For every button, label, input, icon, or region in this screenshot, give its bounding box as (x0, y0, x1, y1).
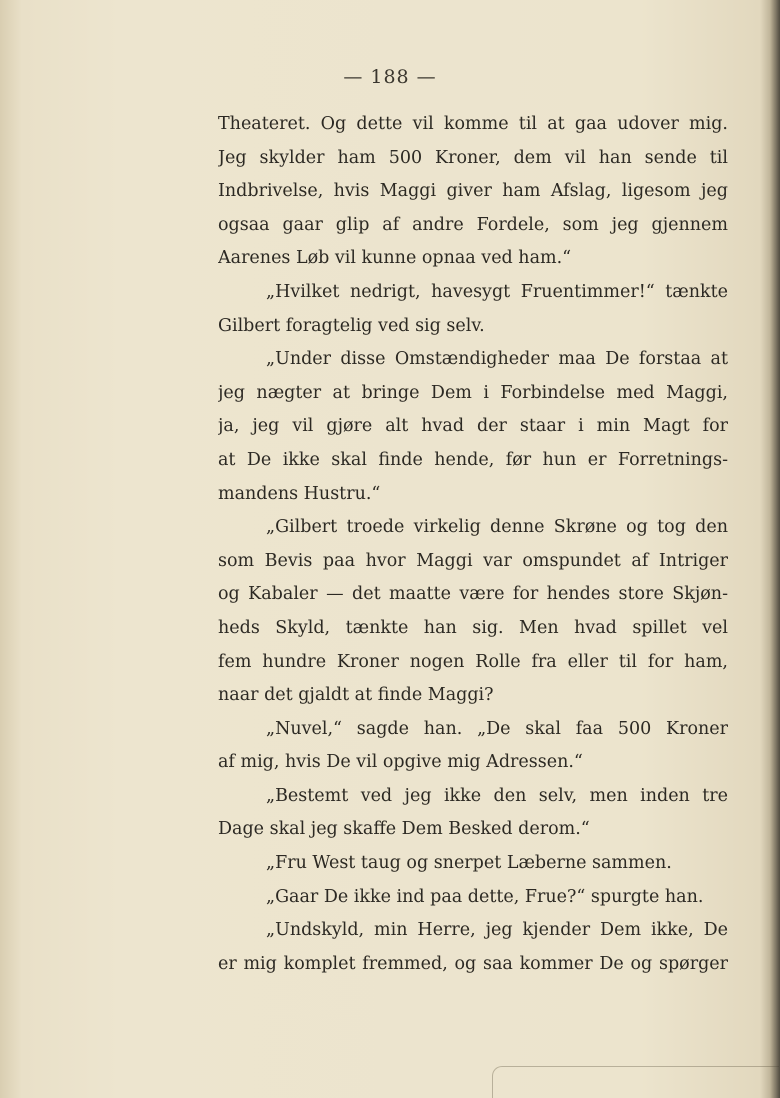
text-line: heds Skyld, tænkte han sig. Men hvad spillet vel (218, 617, 728, 638)
page-number: — 188 — (343, 66, 437, 88)
text-line: „Bestemt ved jeg ikke den selv, men inden tre (266, 785, 728, 806)
text-line: af mig, hvis De vil opgive mig Adressen.“ (218, 752, 583, 773)
text-line: Theateret. Og dette vil komme til at gaa udover mig. (218, 114, 728, 134)
text-line: „Under disse Omstændigheder maa De forstaa at (266, 349, 728, 370)
body-text (218, 108, 728, 981)
page-stain (492, 1066, 779, 1098)
text-line: er mig komplet fremmed, og saa kommer De og spørger (218, 953, 728, 974)
page-edge-shadow (770, 0, 780, 1098)
text-line: at De ikke skal finde hende, før hun er Forretnings- (218, 449, 728, 470)
text-line: Dage skal jeg skaffe Dem Besked derom.“ (218, 819, 590, 840)
text-line: og Kabaler — det maatte være for hendes store Skjøn- (218, 584, 728, 605)
text-line: „Hvilket nedrigt, havesygt Fruentimmer!“ tænkte (266, 281, 728, 302)
text-line: Aarenes Løb vil kunne opnaa ved ham.“ (218, 248, 572, 269)
text-line: fem hundre Kroner nogen Rolle fra eller til for ham, (218, 651, 728, 672)
text-line: ja, jeg vil gjøre alt hvad der staar i min Magt for (218, 416, 728, 437)
text-line: „Fru West taug og snerpet Læberne sammen. (266, 853, 672, 874)
text-line: jeg nægter at bringe Dem i Forbindelse med Maggi, (218, 382, 728, 403)
text-line: som Bevis paa hvor Maggi var omspundet af Intriger (218, 550, 728, 571)
text-line: „Gilbert troede virkelig denne Skrøne og tog den (266, 517, 728, 538)
text-line: „Gaar De ikke ind paa dette, Frue?“ spurgte han. (266, 886, 704, 907)
text-line: naar det gjaldt at finde Maggi? (218, 685, 494, 706)
text-line: „Nuvel,“ sagde han. „De skal faa 500 Kroner (266, 718, 728, 739)
text-line: mandens Hustru.“ (218, 483, 381, 504)
text-line: „Undskyld, min Herre, jeg kjender Dem ikke, De (266, 920, 728, 941)
text-line: Jeg skylder ham 500 Kroner, dem vil han sende til (218, 147, 728, 168)
text-line: ogsaa gaar glip af andre Fordele, som jeg gjennem (218, 214, 728, 235)
text-line: Gilbert foragtelig ved sig selv. (218, 315, 485, 336)
text-line: Indbrivelse, hvis Maggi giver ham Afslag, ligesom jeg (218, 181, 728, 202)
